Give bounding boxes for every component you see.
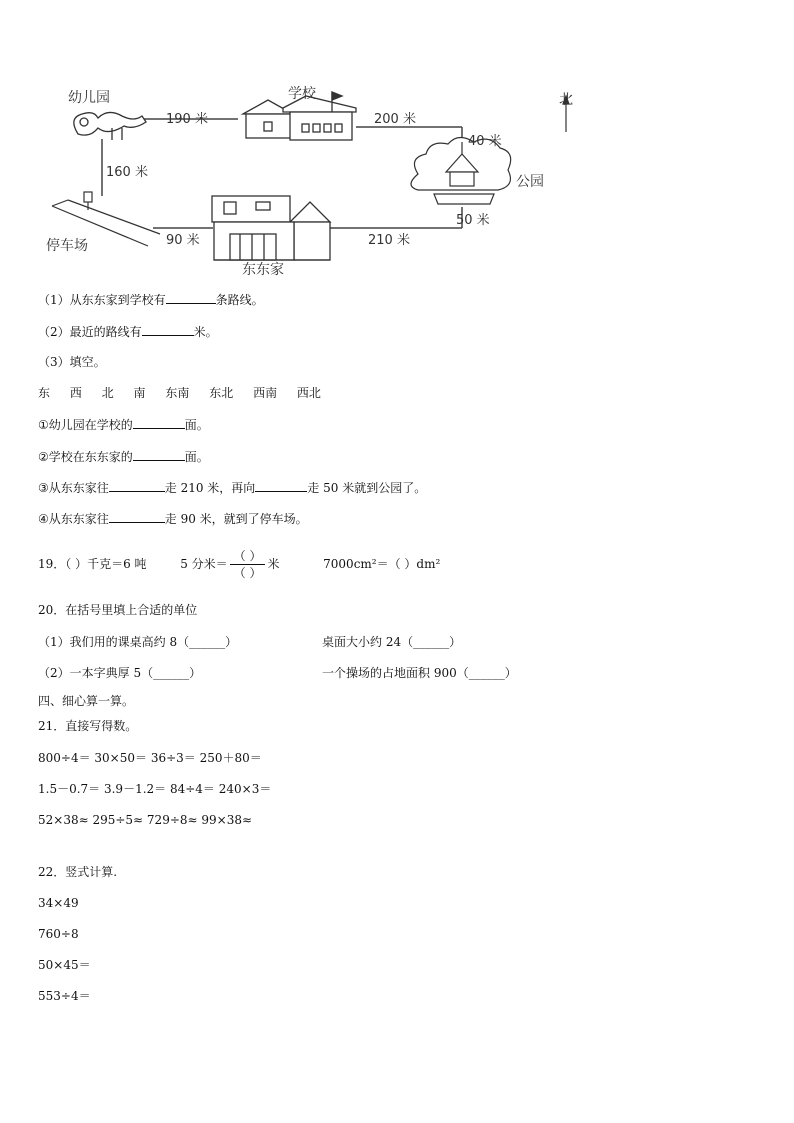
dist-corner-park: 40 米 <box>468 134 502 149</box>
option-southeast: 东南 <box>165 386 190 400</box>
section-heading: 四、细心算一算。 <box>38 694 135 708</box>
q22-title: 22．竖式计算. <box>38 865 118 879</box>
q21-title: 21．直接写得数。 <box>38 719 138 733</box>
q20-row1-right: 桌面大小约 24（______） <box>322 635 462 649</box>
answer-blank[interactable] <box>142 323 194 336</box>
q21-row1: 800÷4＝ 30×50＝ 36÷3＝ 250＋80＝ <box>38 751 262 765</box>
q18-part3: （3）填空。 <box>38 355 106 369</box>
park-label: 公园 <box>516 174 544 190</box>
answer-blank[interactable] <box>109 510 165 523</box>
dist-parking-home: 90 米 <box>166 233 200 248</box>
q22-item: 34×49 <box>38 896 79 910</box>
option-south: 南 <box>133 386 146 400</box>
answer-blank[interactable] <box>133 448 185 461</box>
q20-title: 20．在括号里填上合适的单位 <box>38 603 198 617</box>
school-label: 学校 <box>288 86 316 102</box>
option-west: 西 <box>69 386 82 400</box>
direction-options <box>38 385 337 401</box>
option-northeast: 东北 <box>209 386 234 400</box>
question-number: 19． <box>38 557 66 571</box>
q19-part-b: 5 分米＝ <box>180 557 228 571</box>
answer-blank[interactable] <box>166 291 216 304</box>
q22-item: 553÷4＝ <box>38 989 91 1003</box>
kindergarten-label: 幼儿园 <box>68 90 110 106</box>
dist-school-corner: 200 米 <box>374 112 416 127</box>
answer-blank[interactable] <box>109 479 165 492</box>
answer-blank[interactable] <box>255 479 307 492</box>
q21-row3: 52×38≈ 295÷5≈ 729÷8≈ 99×38≈ <box>38 813 253 827</box>
q18-part1: （1）从东东家到学校有 条路线。 <box>38 293 264 307</box>
option-southwest: 西南 <box>253 386 278 400</box>
home-icon <box>212 196 330 260</box>
q18-fill4: ④从东东家往 走 90 米，就到了停车场。 <box>38 512 308 526</box>
home-label: 东东家 <box>242 262 284 278</box>
q19: 19．（ ）千克＝6 吨 5 分米＝ $\frac{( )}{( )}$ 米 7000cm²＝（ ）dm² <box>38 549 441 580</box>
q20-row1-left: （1）我们用的课桌高约 8（______） <box>38 635 238 649</box>
answer-blank[interactable] <box>133 416 185 429</box>
dist-kinder-school: 190 米 <box>166 112 208 127</box>
q19-part-a: （ ）千克＝6 吨 <box>65 557 147 571</box>
option-north: 北 <box>101 386 114 400</box>
option-northwest: 西北 <box>296 386 321 400</box>
route-map <box>38 82 598 278</box>
fraction: $\frac{( )}{( )}$ <box>230 548 266 581</box>
q20-row2-left: （2）一本字典厚 5（______） <box>38 666 202 680</box>
north-label: 北 <box>559 92 573 108</box>
kindergarten-icon <box>74 112 146 140</box>
q18-fill3: ③从东东家往 走 210 米，再向 走 50 米就到公园了。 <box>38 481 427 495</box>
dist-kinder-parking: 160 米 <box>106 165 148 180</box>
q22-item: 50×45＝ <box>38 958 91 972</box>
dist-park-corner: 50 米 <box>456 213 490 228</box>
q21-row2: 1.5－0.7＝ 3.9－1.2＝ 84÷4＝ 240×3＝ <box>38 782 272 796</box>
q22-item: 760÷8 <box>38 927 79 941</box>
parking-label: 停车场 <box>46 238 88 254</box>
q19-part-c: 7000cm²＝（ ）dm² <box>323 557 441 571</box>
dist-home-corner: 210 米 <box>368 233 410 248</box>
q18-fill1: ①幼儿园在学校的 面。 <box>38 418 209 432</box>
option-east: 东 <box>38 386 51 400</box>
q18-fill2: ②学校在东东家的 面。 <box>38 450 209 464</box>
q20-row2-right: 一个操场的占地面积 900（______） <box>322 666 517 680</box>
q18-part2: （2）最近的路线有 米。 <box>38 325 218 339</box>
